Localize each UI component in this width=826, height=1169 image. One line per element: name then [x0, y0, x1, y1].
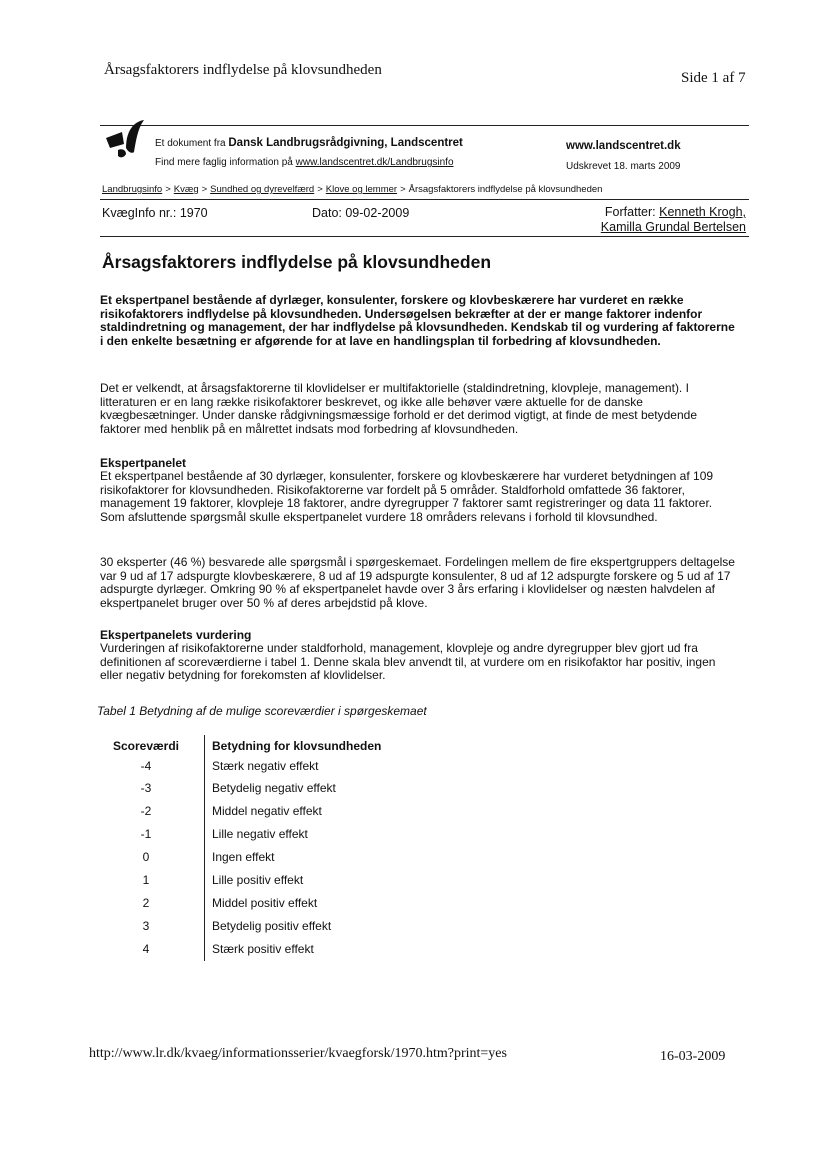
score-value: 1 [142, 873, 150, 887]
landscentret-logo-icon [100, 118, 150, 168]
table-row [100, 873, 430, 895]
source-line [155, 137, 463, 149]
print-header-title: Årsagsfaktorers indflydelse på klovsundheden [104, 62, 382, 78]
source-organization: Dansk Landbrugsrådgivning, Landscentret [228, 137, 463, 149]
landbrugsinfo-link[interactable]: www.landscentret.dk/Landbrugsinfo [295, 157, 454, 168]
table-row [100, 896, 430, 918]
print-footer-url: http://www.lr.dk/kvaeg/informationsserier/kvaegforsk/1970.htm?print=yes [89, 1046, 507, 1061]
breadcrumb-current: Årsagsfaktorers indflydelse på klovsundheden [408, 184, 603, 195]
score-meaning: Middel positiv effekt [212, 896, 318, 910]
breadcrumb-sundhed[interactable]: Sundhed og dyrevelfærd [210, 184, 315, 195]
section-heading-ekspertpanelet: Ekspertpanelet [100, 456, 187, 470]
breadcrumb-landbrugsinfo[interactable]: Landbrugsinfo [102, 184, 163, 195]
author-kamilla-grundal-bertelsen[interactable]: Kamilla Grundal Bertelsen [600, 220, 746, 234]
table-row [100, 804, 430, 826]
table-caption: Tabel 1 Betydning af de mulige scoreværdier i spørgeskemaet [97, 704, 427, 718]
table-row [100, 850, 430, 872]
table-row [100, 919, 430, 941]
print-footer-date: 16-03-2009 [660, 1049, 726, 1064]
respondents-paragraph: 30 eksperter (46 %) besvarede alle spørgsmål i spørgeskemaet. Fordelingen mellem de fire ekspertgruppers deltagelse var 9 ud af 17 adspurgte klovbeskærere, 8 ud af 19 adspurgte konsulenter, 8 ud af 12 adspurgte forskere og 5 ud af 17 adspurgte dyrlæger. Omkring 90 % af ekspertpanelet havde over 3 års erfaring i klovlidelser og næsten halvdelen af ekspertpanelet bruger over 50 % af deres arbejdstid på klove. [100, 555, 735, 610]
score-meaning: Lille negativ effekt [212, 827, 308, 841]
score-value: 2 [142, 896, 150, 910]
printed-date: Udskrevet 18. marts 2009 [566, 161, 681, 172]
article-date: Dato: 09-02-2009 [312, 206, 410, 220]
score-value: 3 [142, 919, 150, 933]
breadcrumb: Landbrugsinfo > Kvæg > Sundhed og dyrevelfærd > Klove og lemmer > Årsagsfaktorers indflydelse på klovsundheden [102, 184, 603, 195]
score-meaning: Betydelig negativ effekt [212, 781, 336, 795]
article-title: Årsagsfaktorers indflydelse på klovsundheden [102, 252, 492, 272]
author-label: Forfatter: [604, 205, 656, 219]
table-header [100, 739, 430, 761]
website-link[interactable]: www.landscentret.dk [566, 140, 681, 152]
column-header-score: Scoreværdi [112, 739, 180, 753]
article-lead: Et ekspertpanel bestående af dyrlæger, konsulenter, forskere og klovbeskærere har vurderet en række risikofaktorers indflydelse på klovsundheden. Undersøgelsen bekræfter at der er mange faktorer indenfor staldindretning og management, der har indflydelse på klovsundheden. Kendskab til og vurdering af faktorerne i den enkelte besætning er afgørende for at lave en handlingsplan til forbedring af klovsundheden. [100, 293, 735, 348]
score-value: -3 [140, 781, 152, 795]
section-heading-vurdering: Ekspertpanelets vurdering [100, 628, 252, 642]
score-value: -2 [140, 804, 152, 818]
breadcrumb-divider [100, 199, 749, 200]
source-prefix: Et dokument fra [155, 138, 226, 149]
score-value: -1 [140, 827, 152, 841]
breadcrumb-klove[interactable]: Klove og lemmer [325, 184, 398, 195]
meta-divider [100, 236, 749, 237]
more-info-line [155, 157, 454, 168]
column-header-meaning: Betydning for klovsundheden [212, 739, 382, 753]
table-row [100, 781, 430, 803]
author-kenneth-krogh[interactable]: Kenneth Krogh, [659, 205, 746, 219]
more-info-prefix: Find mere faglig information på [155, 157, 293, 168]
score-meaning: Stærk negativ effekt [212, 759, 319, 773]
score-meaning: Stærk positiv effekt [212, 942, 314, 956]
evaluation-paragraph: Vurderingen af risikofaktorerne under staldforhold, management, klovpleje og andre dyregrupper blev gjort ud fra definitionen af scoreværdierne i tabel 1. Denne skala blev anvendt til, at vurdere om en risikofaktor har positiv, ingen eller negativ betydning for forekomsten af klovlidelser. [100, 641, 716, 683]
score-value: 4 [142, 942, 150, 956]
header-divider [100, 125, 749, 126]
print-page-number: Side 1 af 7 [681, 70, 746, 86]
score-value: 0 [142, 850, 150, 864]
author-block [601, 205, 746, 235]
score-meaning: Middel negativ effekt [212, 804, 322, 818]
intro-paragraph: Det er velkendt, at årsagsfaktorerne til klovlidelser er multifaktorielle (staldindretning, klovpleje, management). I litteraturen er en lang række risikofaktorer beskrevet, og ikke alle behøver være aktuelle for de danske kvægbesætninger. Under danske rådgivningsmæssige forhold er det derimod vigtigt, at finde de mest betydende faktorer med henblik på en målrettet indsats mod forbedring af klovsundheden. [100, 381, 698, 436]
panel-paragraph: Et ekspertpanel bestående af 30 dyrlæger, konsulenter, forskere og klovbeskærere har vurderet betydningen af 109 risikofaktorer for klovsundheden. Risikofaktorerne var fordelt på 5 områder. Staldforhold omfattede 36 faktorer, management 19 faktorer, klovpleje 18 faktorer, andre dyregrupper 7 faktorer samt registreringer og data 11 faktorer. Som afsluttende spørgsmål skulle ekspertpanelet vurdere 18 områders relevans i forhold til klovsundhed. [100, 469, 714, 524]
score-value: -4 [140, 759, 152, 773]
score-meaning: Betydelig positiv effekt [212, 919, 332, 933]
breadcrumb-kvaeg[interactable]: Kvæg [173, 184, 199, 195]
table-row [100, 827, 430, 849]
score-meaning: Lille positiv effekt [212, 873, 304, 887]
table-row [100, 759, 430, 781]
score-meaning: Ingen effekt [212, 850, 275, 864]
table-row [100, 942, 430, 964]
kvaeginfo-number: KvægInfo nr.: 1970 [102, 206, 208, 220]
